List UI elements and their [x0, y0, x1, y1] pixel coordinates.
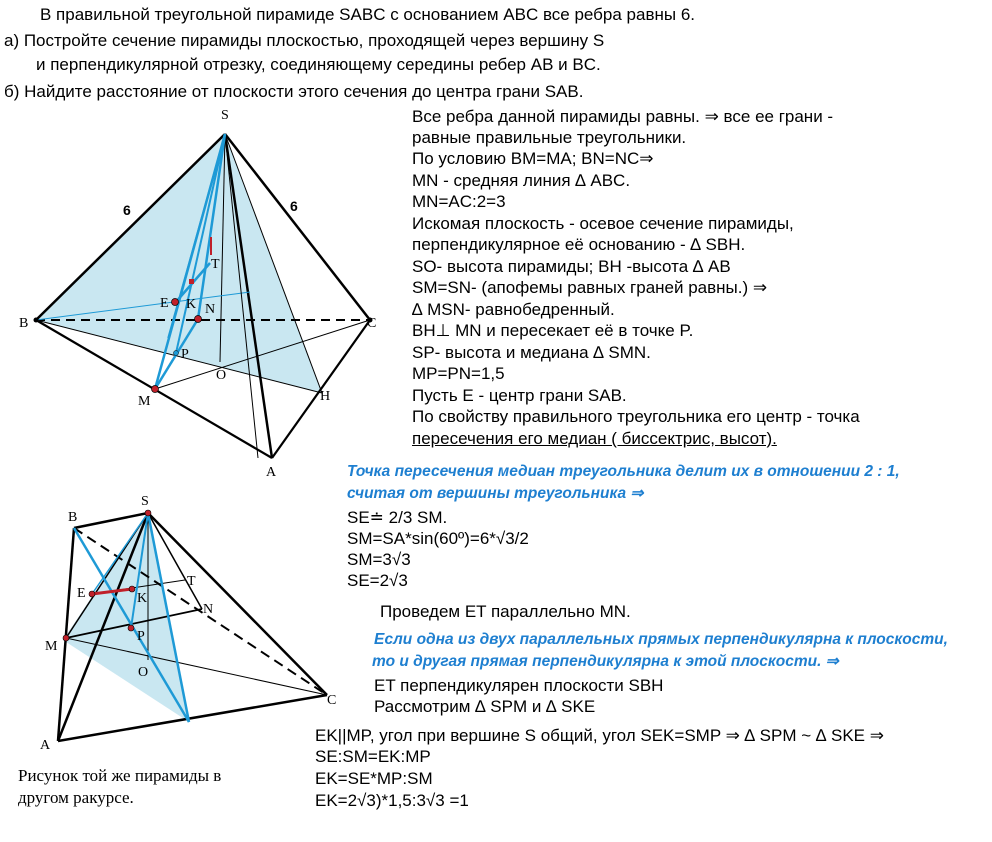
label-e: E: [160, 296, 169, 311]
label-o: O: [216, 368, 227, 383]
calc-line: SM=SA*sin(60º)=6*√3/2: [347, 529, 529, 548]
label-k-2: K: [137, 591, 148, 606]
label-s: S: [221, 108, 229, 123]
final-line: SE:SM=EK:MP: [315, 747, 431, 766]
solution-line: SO- высота пирамиды; BH -высота ∆ AB: [412, 257, 731, 276]
solution-line: Все ребра данной пирамиды равны. ⇒ все ее грани -: [412, 107, 834, 126]
label-a-2: A: [40, 738, 51, 753]
final-line: EK=SE*MP:SM: [315, 769, 433, 788]
calc-line: SM=3√3: [347, 550, 411, 569]
solution-line: перпендикулярное её основанию - ∆ SBH.: [412, 235, 746, 254]
solution-line: По условию BM=MA; BN=NC⇒: [412, 149, 654, 168]
point-k-2: [129, 586, 135, 592]
final-line: EK||MP, угол при вершине S общий, угол SEK=SMP ⇒ ∆ SPM ~ ∆ SKE ⇒: [315, 726, 884, 745]
solution-line: MN - средняя линия ∆ ABC.: [412, 171, 631, 190]
median-rule-line-2: считая от вершины треугольника ⇒: [347, 485, 644, 502]
label-b-2: B: [68, 510, 78, 525]
solution-line: Пусть E - центр грани SAB.: [412, 386, 627, 405]
label-s-2: S: [141, 494, 149, 509]
edge-length-label-sc: 6: [290, 198, 298, 214]
problem-statement-line-1: В правильной треугольной пирамиде SABC с основанием ABC все ребра равны 6.: [40, 5, 695, 24]
label-b: B: [19, 316, 29, 331]
caption-line-1: Рисунок той же пирамиды в: [18, 766, 222, 785]
parallel-rule-line-1: Если одна из двух параллельных прямых перпендикулярна к плоскости,: [374, 631, 948, 648]
calc-line: SE=2√3: [347, 571, 408, 590]
median-rule-line-1: Точка пересечения медиан треугольника делит их в отношении 2 : 1,: [347, 463, 900, 480]
final-line: EK=2√3)*1,5:3√3 =1: [315, 791, 469, 810]
label-n-2: N: [203, 602, 214, 617]
solution-line: равные правильные треугольники.: [412, 128, 687, 147]
solution-line: BH⊥ MN и пересекает её в точке P.: [412, 321, 694, 340]
label-m-2: M: [45, 639, 58, 654]
edge-ac-2: [58, 695, 327, 741]
point-p-2: [128, 625, 134, 631]
point-e-2: [89, 591, 95, 597]
label-n: N: [205, 302, 216, 317]
solution-line: SP- высота и медиана ∆ SMN.: [412, 343, 651, 362]
label-a: A: [266, 465, 277, 480]
edge-length-label-sb: 6: [123, 202, 131, 218]
label-p: P: [181, 347, 189, 362]
solution-line: SM=SN- (апофемы равных граней равны.) ⇒: [412, 278, 768, 297]
label-k: K: [186, 297, 197, 312]
label-e-2: E: [77, 586, 86, 601]
label-t: T: [211, 257, 220, 272]
label-c-2: C: [327, 693, 337, 708]
label-p-2: P: [137, 629, 145, 644]
caption-line-2: другом ракурсе.: [18, 788, 134, 807]
conclusion-line: ET перпендикулярен плоскости SBH: [374, 676, 664, 695]
label-o-2: O: [138, 665, 149, 680]
label-c: C: [367, 316, 377, 331]
solution-line: пересечения его медиан ( биссектрис, высот).: [412, 429, 777, 448]
calc-line: SE≐ 2/3 SM.: [347, 508, 448, 527]
solution-line: MN=AC:2=3: [412, 192, 506, 211]
label-m: M: [138, 394, 151, 409]
label-h: H: [320, 389, 331, 404]
parallel-rule-line-2: то и другая прямая перпендикулярна к этой плоскости. ⇒: [372, 653, 839, 670]
solution-line: По свойству правильного треугольника его центр - точка: [412, 407, 860, 426]
point-s-2: [145, 510, 151, 516]
solution-line: Искомая плоскость - осевое сечение пирамиды,: [412, 214, 794, 233]
edge-bs: [74, 513, 148, 528]
point-m-2: [63, 635, 69, 641]
problem-part-a-line-2: и перпендикулярной отрезку, соединяющему середины ребер AB и BC.: [36, 55, 601, 74]
conclusion-line: Рассмотрим ∆ SPM и ∆ SKE: [374, 697, 596, 716]
label-t-2: T: [187, 574, 196, 589]
parallel-construction: Проведем ET параллельно MN.: [380, 602, 631, 621]
solution-line: MP=PN=1,5: [412, 364, 505, 383]
problem-part-a-line-1: а) Постройте сечение пирамиды плоскостью, проходящей через вершину S: [4, 31, 605, 50]
solution-line: ∆ MSN- равнобедренный.: [412, 300, 615, 319]
problem-part-b: б) Найдите расстояние от плоскости этого сечения до центра грани SAB.: [4, 82, 584, 101]
